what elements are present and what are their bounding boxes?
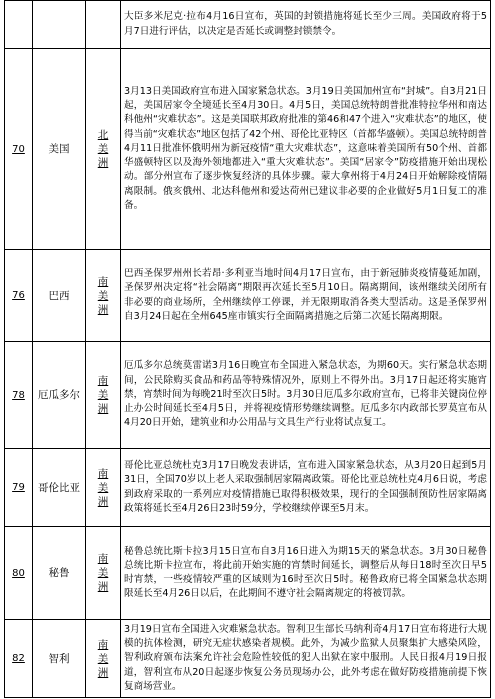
row-number: 76 [5, 250, 33, 342]
country-name: 厄瓜多尔 [33, 342, 86, 449]
measures-text: 3月19日宣布全国进入灾难紧急状态。智利卫生部长马纳利奇4月17日宣布将进行大规模的抗体检测，研究无症状感染者规模。此外，为减少监狱人员聚集扩大感染风险，智利政府颁布法案允许社会危险性较低的犯人出狱在家中服刑。人民日报4月19日报道，智利宣布从20日起逐步恢复公务员现场办公，此外考虑在做好防疫措施前提下恢复商场营业。 [121, 620, 491, 698]
region-label: 南美洲 [97, 467, 109, 508]
region-label: 南美洲 [97, 638, 109, 679]
measures-text: 巴西圣保罗州州长若昂·多利亚当地时间4月17日宣布，由于新冠肺炎疫情蔓延加剧，圣保罗州决定将“社会隔离”期限再次延长至5月10日。隔离期间，该州继续关闭所有非必要的商业场所，全州继续停工停课，并无限期取消各类大型活动。这是圣保罗州自3月24日起在全州645座市镇实行全面隔离措施之后第二次延长隔离期限。 [121, 250, 491, 342]
row-number: 82 [5, 620, 33, 698]
region-cell [86, 527, 121, 620]
row-number: 80 [5, 527, 33, 620]
row-number: 70 [5, 49, 33, 250]
country-name: 秘鲁 [33, 527, 86, 620]
measures-text: 3月13日美国政府宣布进入国家紧急状态。3月19日美国加州宣布“封城”。自3月21日起，美国居家令全境延长至4月30日。4月5日，美国总统特朗普批准特拉华州和南达科他州“灾难状态”。这是美国联邦政府批准的第46和47个进入“灾难状态”的地区，使得当前“灾难状态”地区包括了42个州、哥伦比亚特区（首都华盛顿）。美国总统特朗普4月11日批准怀俄明州为新冠疫情“重大灾难状态”，这意味着美国所有50个州、首都华盛顿特区以及海外领地都进入“重大灾难状态”。美国“居家令”防疫措施开始出现松动。部分州宣布了逐步恢复经济的具体步骤。蒙大拿州将于4月24日开始解除疫情隔离限制。俄亥俄州、北达科他州和爱达荷州已建议非必要的企业做好5月1日复工的准备。 [121, 49, 491, 250]
region-cell [86, 1, 121, 49]
region-cell [86, 342, 121, 449]
row-number [5, 1, 33, 49]
region-label: 南美洲 [97, 375, 109, 415]
region-label: 南美洲 [97, 275, 109, 316]
country-name: 美国 [33, 49, 86, 250]
measures-text: 哥伦比亚总统杜克3月17日晚发表讲话，宣布进入国家紧急状态，从3月20日起到5月31日，全国70岁以上老人采取强制居家隔离政策。哥伦比亚总统杜克4月6日说，考虑到政府采取的一系列应对疫情措施已取得积极效果，现行的全国强制预防性居家隔离政策将延长至4月26日23时59分，学校继续停课至5月末。 [121, 449, 491, 527]
country-name: 智利 [33, 620, 86, 698]
table-row [5, 620, 491, 698]
table-row [5, 342, 491, 449]
country-name: 哥伦比亚 [33, 449, 86, 527]
table-row [5, 49, 491, 250]
country-name [33, 1, 86, 49]
table-row [5, 527, 491, 620]
region-label: 南美洲 [97, 553, 109, 593]
table-row [5, 1, 491, 49]
region-cell [86, 49, 121, 250]
measures-text: 厄瓜多尔总统莫雷诺3月16日晚宣布全国进入紧急状态，为期60天。实行紧急状态期间，公民除购买食品和药品等特殊情况外，原则上不得外出。3月17日起还将实施宵禁，宵禁时间为每晚21时至次日5时。3月30日厄瓜多尔政府宣布，已将非关键岗位停止办公时间延长至4月5日，并将视疫情形势继续调整。厄瓜多尔内政部长罗莫宣布从4月20日开始，建筑业和办公用品与文具生产行业将试点复工。 [121, 342, 491, 449]
country-name: 巴西 [33, 250, 86, 342]
row-number: 79 [5, 449, 33, 527]
measures-text: 秘鲁总统比斯卡拉3月15日宣布自3月16日进入为期15天的紧急状态。3月30日秘鲁总统比斯卡拉宣布，将此前开始实施的宵禁时间延长，调整后从每日18时至次日早5时宵禁，一些疫情较严重的区域则为16时至次日5时。秘鲁政府已将全国紧急状态期限延长至4月26日以后，在此期间不遵守社会隔离规定的将被罚款。 [121, 527, 491, 620]
measures-text: 大臣多米尼克·拉布4月16日宣布，英国的封锁措施将延长至少三周。美国政府将于5月7日进行评估，以决定是否延长或调整封锁禁令。 [121, 1, 491, 49]
region-cell [86, 449, 121, 527]
region-label: 北美洲 [97, 129, 109, 169]
row-number: 78 [5, 342, 33, 449]
table-row [5, 250, 491, 342]
country-measures-table [4, 0, 491, 698]
table-row [5, 449, 491, 527]
region-cell [86, 620, 121, 698]
region-cell [86, 250, 121, 342]
